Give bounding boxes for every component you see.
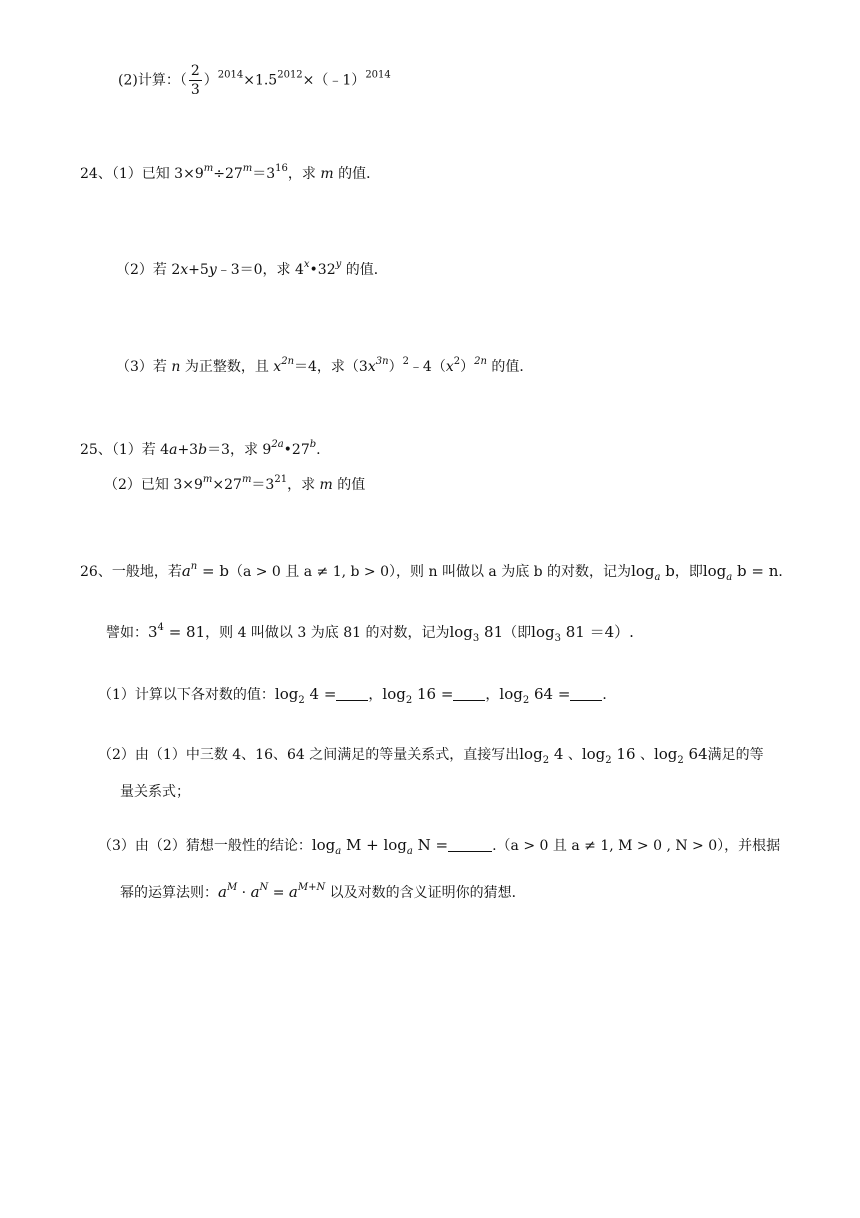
text: 4 [549, 745, 564, 763]
log-base: 2 [298, 695, 305, 706]
fraction-numerator: 2 [190, 63, 200, 79]
exponent: m [242, 163, 253, 174]
text: 81 ＝4）. [560, 623, 634, 641]
exponent: 2 [453, 356, 461, 367]
exponent: m [203, 163, 214, 174]
exponent: 4 [157, 622, 164, 633]
log-symbol: log [581, 745, 606, 763]
q25-part1 [80, 440, 321, 460]
log-symbol: log [702, 562, 727, 580]
paren-open: （ [179, 72, 187, 89]
log-symbol: log [653, 745, 678, 763]
q26-part2-cont [120, 782, 190, 802]
log-base: 2 [405, 695, 413, 706]
exponent: m [202, 474, 213, 485]
text: ． [602, 687, 617, 703]
log-symbol: log [519, 745, 543, 763]
text: 一般地，若 [111, 564, 182, 580]
text: 、 [563, 747, 582, 763]
variable: x [273, 359, 282, 375]
text: 16 = [412, 685, 454, 703]
exponent: 2a [271, 439, 284, 450]
q26-intro [80, 561, 792, 582]
q23-label: (2)计算： [118, 72, 180, 89]
text: M + [341, 836, 384, 854]
log-symbol: log [311, 836, 336, 854]
text: ，求 [287, 166, 321, 182]
log-symbol: log [383, 836, 407, 854]
log-base: a [654, 572, 661, 583]
text: = b [197, 562, 229, 580]
fraction-two-thirds [189, 62, 202, 99]
text: ） [460, 359, 475, 375]
text: 满足的等 [707, 747, 764, 763]
exponent: n [190, 561, 198, 572]
text: = [268, 885, 289, 901]
variable: m [319, 477, 333, 493]
text: 的值． [486, 359, 534, 375]
text: +3 [177, 442, 199, 458]
exponent: y [335, 259, 342, 270]
text: 的值． [341, 262, 388, 278]
text: ＝3，求 9 [207, 442, 272, 458]
log-symbol: log [449, 623, 473, 641]
log-symbol: log [499, 685, 523, 703]
text: 4 = [304, 685, 337, 703]
text: . [316, 442, 321, 458]
paren-close: ） [203, 72, 218, 89]
text: ） [388, 359, 403, 375]
text: ＝4，求（3 [294, 359, 368, 375]
text: ＝3 [252, 166, 276, 182]
answer-blank[interactable] [570, 686, 602, 701]
variable: m [320, 166, 334, 182]
question-number: 26、 [80, 564, 112, 580]
exponent: 2012 [277, 69, 303, 81]
log-symbol: log [382, 685, 406, 703]
exponent: 2014 [217, 69, 244, 81]
log-base: 2 [605, 755, 612, 766]
term: ×（﹣1） [302, 72, 366, 89]
exponent: M+N [297, 882, 326, 893]
text: ，则 n 叫做以 a 为底 b 的对数，记为 [396, 564, 632, 580]
variable: x [180, 262, 189, 278]
log-base: 2 [677, 755, 684, 766]
text: ＝3 [251, 477, 275, 493]
exponent: N [259, 882, 269, 893]
text: （即 [503, 625, 532, 641]
q26-part3 [98, 835, 780, 856]
log-base: a [726, 572, 733, 583]
exponent: 16 [275, 163, 288, 174]
text: ， [368, 687, 383, 703]
exponent: x [303, 259, 310, 270]
text: ，则 4 叫做以 3 为底 81 的对数，记为 [205, 625, 450, 641]
log-base: a [406, 846, 413, 857]
q24-part2 [116, 260, 388, 280]
variable: a [181, 562, 191, 580]
text: 以及对数的含义证明你的猜想． [325, 885, 526, 901]
text: ，求 [287, 477, 320, 493]
exponent: M [226, 882, 238, 893]
text: 幂的运算法则： [120, 885, 218, 901]
log-base: 2 [522, 695, 530, 706]
text: （1）计算以下各对数的值： [98, 687, 275, 703]
text: ，即 [674, 564, 703, 580]
text: ﹣3＝0，求 4 [216, 262, 304, 278]
exponent: 2n [281, 356, 295, 367]
exponent: m [241, 474, 252, 485]
answer-blank[interactable] [336, 686, 368, 701]
variable: n [171, 359, 181, 375]
q24-part1 [80, 164, 380, 184]
variable: a [288, 883, 298, 901]
answer-blank[interactable] [448, 837, 492, 852]
q26-part3-cont [120, 882, 526, 903]
q25-part2 [104, 475, 365, 495]
variable: x [445, 359, 454, 375]
log-symbol: log [631, 562, 655, 580]
text: 64 = [529, 685, 571, 703]
text: b [660, 562, 675, 580]
text: · [237, 885, 251, 901]
text: （2）由（1）中三数 4、16、64 之间满足的等量关系式，直接写出 [98, 747, 520, 763]
fraction-denominator: 3 [190, 82, 200, 98]
term: ×1.5 [243, 72, 278, 89]
text: 量关系式； [120, 784, 190, 800]
text: （2）已知 3×9 [104, 477, 203, 493]
exponent: 21 [274, 474, 288, 485]
text: N = [412, 836, 449, 854]
text: 、 [635, 747, 654, 763]
text: （a > 0 且 a ≠ 1, b > 0） [228, 564, 397, 580]
answer-blank[interactable] [453, 686, 485, 701]
text: •32 [309, 262, 336, 278]
variable: a [169, 442, 178, 458]
text: = 81 [163, 623, 206, 641]
exponent: 2 [402, 356, 409, 367]
text: ﹣4（ [408, 359, 446, 375]
text: （2）若 2 [116, 262, 181, 278]
q24-part3 [116, 357, 533, 377]
log-base: 2 [542, 755, 550, 766]
text: 为正整数，且 [180, 359, 274, 375]
variable: x [367, 359, 376, 375]
log-symbol: log [531, 623, 555, 641]
text: b = n [732, 562, 779, 580]
text: ×27 [212, 477, 242, 493]
log-base: 3 [472, 633, 480, 644]
log-base: a [335, 846, 342, 857]
text: ， [485, 687, 500, 703]
text: 64 [683, 745, 708, 763]
text: （3）若 [116, 359, 172, 375]
text: 3 [148, 623, 158, 641]
question-number: 25、 [80, 442, 112, 458]
variable: b [198, 442, 208, 458]
text: （1）已知 3×9 [111, 166, 204, 182]
log-symbol: log [274, 685, 299, 703]
q26-part1 [98, 684, 616, 705]
text: ． [778, 564, 793, 580]
text: 的值 [332, 477, 366, 493]
exponent: 3n [375, 356, 389, 367]
text: 譬如： [106, 625, 148, 641]
variable: a [250, 883, 260, 901]
exponent: b [309, 439, 317, 450]
question-number: 24、 [80, 166, 112, 182]
q26-part2 [98, 744, 764, 765]
variable: y [208, 262, 217, 278]
log-base: 3 [554, 633, 561, 644]
text: 16 [611, 745, 636, 763]
variable: a [218, 883, 227, 901]
text: .（a > 0 且 a ≠ 1, M > 0 , N > 0），并根据 [492, 838, 781, 854]
text: +5 [188, 262, 209, 278]
text: 的值． [333, 166, 381, 182]
exponent: 2014 [365, 69, 391, 81]
text: 81 [479, 623, 504, 641]
text: （3）由（2）猜想一般性的结论： [98, 838, 312, 854]
q26-example [106, 622, 634, 643]
text: •27 [283, 442, 310, 458]
text: （1）若 4 [111, 442, 170, 458]
text: ÷27 [213, 166, 243, 182]
q23-part2 [118, 62, 391, 99]
exponent: 2n [474, 356, 487, 367]
